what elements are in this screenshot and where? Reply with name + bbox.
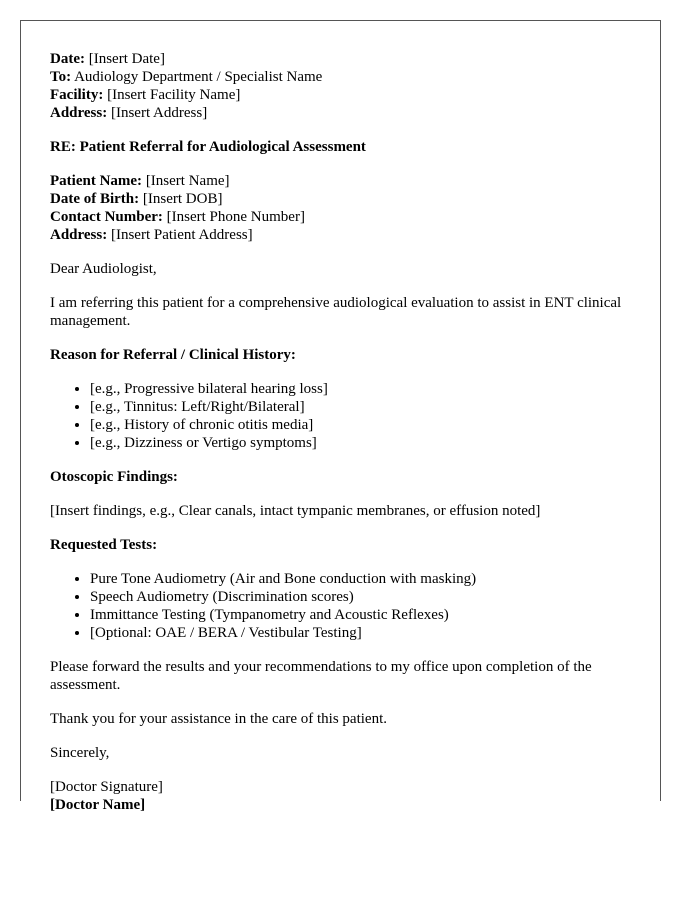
list-item: • [e.g., Dizziness or Vertigo symptoms] bbox=[90, 434, 631, 452]
list-item: • Immittance Testing (Tympanometry and Acoustic Reflexes) bbox=[90, 606, 631, 624]
patient-name-label: Patient Name: bbox=[50, 173, 143, 189]
patient-dob-line bbox=[50, 190, 631, 208]
patient-contact-line bbox=[50, 208, 631, 226]
address-line bbox=[50, 104, 631, 122]
history-heading bbox=[50, 346, 631, 364]
otoscopic-heading bbox=[50, 468, 631, 486]
tests-heading-text: Requested Tests: bbox=[50, 537, 158, 553]
header-block bbox=[50, 50, 631, 122]
patient-contact-label: Contact Number: bbox=[50, 209, 163, 225]
patient-name-value: [Insert Name] bbox=[145, 173, 230, 189]
history-list bbox=[50, 380, 631, 452]
tests-list bbox=[50, 570, 631, 642]
facility-line bbox=[50, 86, 631, 104]
address-value: [Insert Address] bbox=[110, 105, 208, 121]
to-value: Audiology Department / Specialist Name bbox=[74, 69, 323, 85]
to-line bbox=[50, 68, 631, 86]
otoscopic-findings: [Insert findings, e.g., Clear canals, intact tympanic membranes, or effusion noted] bbox=[50, 503, 541, 519]
forward-paragraph: Please forward the results and your recommendations to my office upon completion of the assessment. bbox=[50, 659, 592, 693]
salutation: Dear Audiologist, bbox=[50, 261, 157, 277]
address-label: Address: bbox=[50, 105, 108, 121]
date-value: [Insert Date] bbox=[88, 51, 165, 67]
list-item: • Pure Tone Audiometry (Air and Bone conduction with masking) bbox=[90, 570, 631, 588]
letter-page bbox=[20, 20, 661, 813]
patient-name-line bbox=[50, 172, 631, 190]
to-label: To: bbox=[50, 69, 72, 85]
doctor-name: [Doctor Name] bbox=[50, 797, 146, 813]
tests-heading bbox=[50, 536, 631, 554]
list-item: • [Optional: OAE / BERA / Vestibular Testing] bbox=[90, 624, 631, 642]
list-item: • Speech Audiometry (Discrimination scores) bbox=[90, 588, 631, 606]
doctor-signature: [Doctor Signature] bbox=[50, 779, 163, 795]
signature-block bbox=[50, 778, 631, 814]
thanks-paragraph: Thank you for your assistance in the care of this patient. bbox=[50, 711, 387, 727]
patient-contact-value: [Insert Phone Number] bbox=[166, 209, 305, 225]
patient-block bbox=[50, 172, 631, 244]
date-label: Date: bbox=[50, 51, 85, 67]
list-item: • [e.g., History of chronic otitis media] bbox=[90, 416, 631, 434]
intro-paragraph: I am referring this patient for a comprehensive audiological evaluation to assist in ENT clinical management. bbox=[50, 295, 622, 329]
list-item: • [e.g., Tinnitus: Left/Right/Bilateral] bbox=[90, 398, 631, 416]
patient-address-label: Address: bbox=[50, 227, 108, 243]
facility-label: Facility: bbox=[50, 87, 104, 103]
otoscopic-heading-text: Otoscopic Findings: bbox=[50, 469, 178, 485]
history-heading-text: Reason for Referral / Clinical History: bbox=[50, 347, 296, 363]
patient-address-line bbox=[50, 226, 631, 244]
list-item: • [e.g., Progressive bilateral hearing loss] bbox=[90, 380, 631, 398]
subject-line bbox=[50, 138, 631, 156]
patient-dob-label: Date of Birth: bbox=[50, 191, 140, 207]
facility-value: [Insert Facility Name] bbox=[107, 87, 241, 103]
date-line bbox=[50, 50, 631, 68]
patient-dob-value: [Insert DOB] bbox=[142, 191, 223, 207]
sincerely: Sincerely, bbox=[50, 745, 110, 761]
patient-address-value: [Insert Patient Address] bbox=[110, 227, 253, 243]
subject-text: RE: Patient Referral for Audiological Assessment bbox=[50, 139, 366, 155]
letter-content bbox=[21, 21, 660, 814]
